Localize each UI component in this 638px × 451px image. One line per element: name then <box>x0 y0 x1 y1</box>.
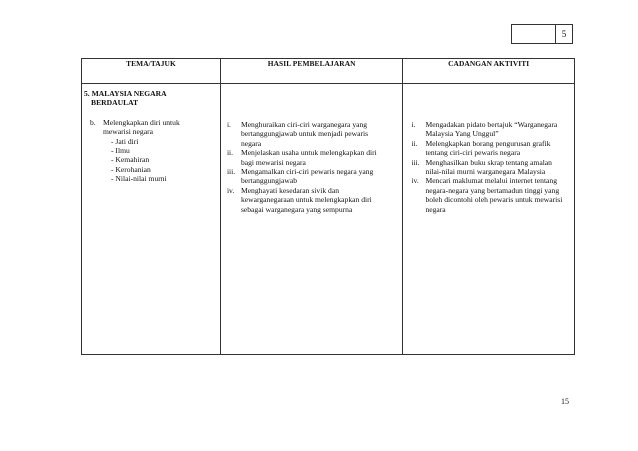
column-header-theme: TEMA/TAJUK <box>82 59 221 84</box>
list-item: iv. Mencari maklumat melalui internet tentang negara-negara yang bertamadun tinggi yang boleh dicontohi oleh pewaris untuk mewarisi negara <box>411 176 563 214</box>
page-number: 15 <box>561 397 569 406</box>
learning-outcomes-list <box>221 84 403 214</box>
activities-cell <box>403 84 575 355</box>
subtopic-text: Melengkapkan diri untuk mewarisi negara <box>103 117 180 137</box>
table-row <box>82 84 575 355</box>
table-header-row <box>82 59 575 84</box>
list-item: i. Menghuraikan ciri-ciri warganegara yang bertanggungjawab untuk menjadi pewaris negara <box>226 120 369 148</box>
theme-cell <box>82 84 221 355</box>
learning-outcomes-cell <box>220 84 403 355</box>
list-item: ii. Menjelaskan usaha untuk melengkapkan diri bagi mewarisi negara <box>226 148 377 167</box>
page-box-number: 5 <box>555 25 572 43</box>
list-item: iii. Mengamalkan ciri-ciri pewaris negara yang bertanggungjawab <box>226 167 374 186</box>
list-item: iii. Menghasilkan buku skrap tentang amalan nilai-nilai murni warganegara Malaysia <box>411 157 552 177</box>
list-item: - Jati diri <box>111 136 139 146</box>
list-item: - Kemahiran <box>111 155 150 165</box>
list-item: - Kerohanian <box>111 164 151 174</box>
subtopic <box>82 118 220 184</box>
subtopic-number: b. <box>90 117 96 127</box>
list-item: iv. Menghayati kesedaran sivik dan kewarganegaraan untuk melengkapkan diri sebagai warganegara yang sempurna <box>226 185 372 214</box>
column-header-activities: CADANGAN AKTIVITI <box>403 59 575 84</box>
syllabus-table <box>81 58 575 355</box>
activities-list <box>403 84 574 214</box>
list-item: - Nilai-nilai murni <box>111 174 167 184</box>
list-item: i. Mengadakan pidato bertajuk “Warganegara Malaysia Yang Unggul” <box>411 120 558 139</box>
column-header-learning-outcomes: HASIL PEMBELAJARAN <box>220 59 403 84</box>
page-number-box <box>511 24 573 44</box>
list-item: ii. Melengkapkan borang pengurusan grafik tentang ciri-ciri pewaris negara <box>411 138 551 158</box>
subtopic-items <box>90 137 220 184</box>
list-item: - Ilmu <box>111 146 130 156</box>
topic-title: 5. MALAYSIA NEGARA BERDAULAT <box>84 89 167 108</box>
